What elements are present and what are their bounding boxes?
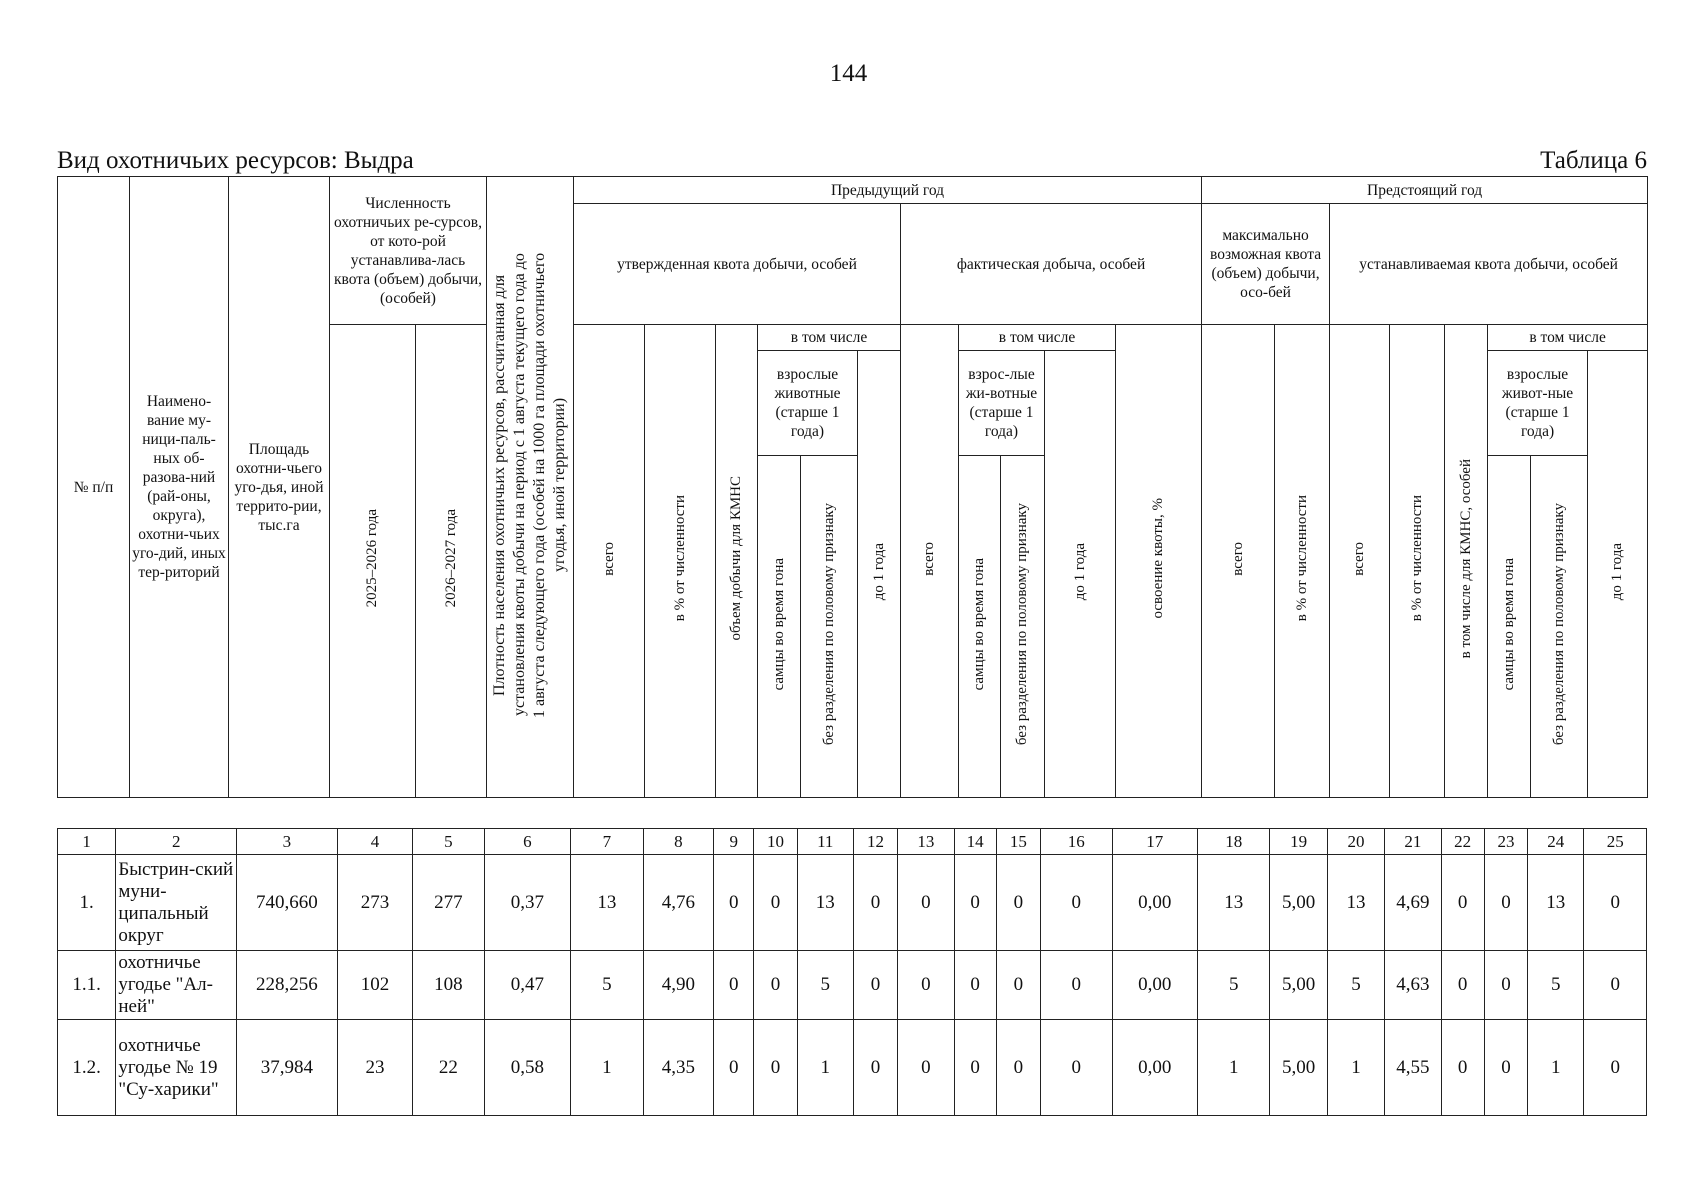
value-cell: 0 (1441, 855, 1484, 951)
value-cell: 22 (413, 1020, 484, 1116)
value-cell: 0 (898, 951, 954, 1020)
value-cell: 5,00 (1270, 855, 1327, 951)
value-cell: 0,00 (1112, 855, 1198, 951)
header-density-text: Плотность населения охотничьих ресурсов, рассчитанная для установления квоты добычи на период с 1 августа текущего года до 1 августа следующего года (особей на 1000 га площади охотничьего угодья, иной территории) (491, 251, 568, 718)
header-quota-usage: освоение квоты, % (1116, 325, 1202, 798)
value-cell: 0,00 (1112, 1020, 1198, 1116)
value-cell: 273 (337, 855, 412, 951)
header-population: Численность охотничьих ре-сурсов, от кото-рой устанавлива-лась квота (объем) добычи, (особей) (330, 177, 487, 325)
column-number-cell: 3 (237, 829, 338, 855)
value-cell: 4,76 (643, 855, 713, 951)
column-number-row (58, 829, 1647, 855)
column-number-cell: 15 (996, 829, 1040, 855)
value-cell: 5 (797, 951, 853, 1020)
row-number-cell: 1.1. (58, 951, 116, 1020)
header-prev-year: Предыдущий год (574, 177, 1202, 204)
header-actual-nosex: без разделения по половому признаку (1001, 456, 1045, 798)
page-number: 144 (829, 60, 868, 87)
value-cell: 0 (996, 855, 1040, 951)
value-cell: 0,00 (1112, 951, 1198, 1020)
table-row (58, 951, 1647, 1020)
header-approved-total: всего (574, 325, 645, 798)
document-title: Вид охотничьих ресурсов: Выдра (57, 147, 414, 174)
value-cell: 0 (754, 951, 797, 1020)
value-cell: 0 (714, 1020, 754, 1116)
value-cell: 0 (1441, 1020, 1484, 1116)
header-pop-2026: 2026–2027 года (416, 325, 487, 798)
header-set-adults: взрослые живот-ные (старше 1 года) (1488, 351, 1588, 456)
value-cell: 5,00 (1270, 1020, 1327, 1116)
header-set-quota: устанавливаемая квота добычи, особей (1330, 204, 1648, 325)
header-approved-pct: в % от численности (645, 325, 716, 798)
value-cell: 1 (1198, 1020, 1270, 1116)
value-cell: 0 (853, 951, 897, 1020)
value-cell: 0 (1441, 951, 1484, 1020)
column-number-cell: 6 (484, 829, 571, 855)
header-approved-quota: утвержденная квота добычи, особей (574, 204, 901, 325)
table-row (58, 1020, 1647, 1116)
header-approved-kmns: объем добычи для КМНС (716, 325, 758, 798)
header-set-total: всего (1330, 325, 1390, 798)
value-cell: 5 (1327, 951, 1384, 1020)
header-actual-adults: взрос-лые жи-вотные (старше 1 года) (959, 351, 1045, 456)
value-cell: 0 (754, 1020, 797, 1116)
header-actual-including: в том числе (959, 325, 1116, 351)
value-cell: 0 (898, 855, 954, 951)
value-cell: 0 (1484, 1020, 1527, 1116)
column-number-cell: 8 (643, 829, 713, 855)
value-cell: 23 (337, 1020, 412, 1116)
value-cell: 0,37 (484, 855, 571, 951)
value-cell: 0 (853, 1020, 897, 1116)
value-cell: 228,256 (237, 951, 338, 1020)
value-cell: 13 (571, 855, 643, 951)
value-cell: 5 (1198, 951, 1270, 1020)
value-cell: 0,47 (484, 951, 571, 1020)
value-cell: 740,660 (237, 855, 338, 951)
value-cell: 4,63 (1385, 951, 1441, 1020)
header-set-including: в том числе (1488, 325, 1648, 351)
header-next-year: Предстоящий год (1202, 177, 1648, 204)
header-actual-harvest: фактическая добыча, особей (901, 204, 1202, 325)
value-cell: 102 (337, 951, 412, 1020)
header-max-pct: в % от численности (1275, 325, 1330, 798)
column-number-cell: 22 (1441, 829, 1484, 855)
territory-name-cell: охотничье угодье "Ал-ней" (116, 951, 237, 1020)
column-number-cell: 5 (413, 829, 484, 855)
column-number-cell: 16 (1041, 829, 1112, 855)
column-number-cell: 11 (797, 829, 853, 855)
header-approved-under1: до 1 года (858, 351, 901, 798)
header-actual-males: самцы во время гона (959, 456, 1001, 798)
value-cell: 13 (1327, 855, 1384, 951)
header-no: № п/п (58, 177, 130, 798)
header-name: Наимено-вание му-ници-паль-ных об-разова-ний (рай-оны, округа), охотни-чьих уго-дий, иных тер-риторий (130, 177, 229, 798)
header-set-pct: в % от численности (1390, 325, 1445, 798)
value-cell: 4,90 (643, 951, 713, 1020)
value-cell: 13 (797, 855, 853, 951)
value-cell: 0 (996, 951, 1040, 1020)
value-cell: 0 (714, 951, 754, 1020)
column-number-cell: 10 (754, 829, 797, 855)
value-cell: 0,58 (484, 1020, 571, 1116)
value-cell: 1 (797, 1020, 853, 1116)
header-approved-nosex: без разделения по половому признаку (801, 456, 858, 798)
value-cell: 0 (1041, 855, 1112, 951)
value-cell: 4,69 (1385, 855, 1441, 951)
territory-name-cell: Быстрин-ский муни-ципальный округ (116, 855, 237, 951)
value-cell: 13 (1528, 855, 1584, 951)
data-table-body (58, 829, 1647, 1116)
column-number-cell: 4 (337, 829, 412, 855)
header-actual-total: всего (901, 325, 959, 798)
value-cell: 108 (413, 951, 484, 1020)
column-number-cell: 21 (1385, 829, 1441, 855)
value-cell: 0 (954, 855, 996, 951)
value-cell: 277 (413, 855, 484, 951)
header-approved-including: в том числе (758, 325, 901, 351)
value-cell: 0 (898, 1020, 954, 1116)
value-cell: 1 (1528, 1020, 1584, 1116)
table-row (58, 855, 1647, 951)
row-number-cell: 1.2. (58, 1020, 116, 1116)
value-cell: 0 (714, 855, 754, 951)
header-table (57, 176, 1648, 798)
column-number-cell: 23 (1484, 829, 1527, 855)
column-number-cell: 2 (116, 829, 237, 855)
value-cell: 0 (954, 1020, 996, 1116)
header-density (487, 177, 574, 798)
column-number-cell: 1 (58, 829, 116, 855)
header-actual-under1: до 1 года (1045, 351, 1116, 798)
header-approved-males: самцы во время гона (758, 456, 801, 798)
value-cell: 0 (996, 1020, 1040, 1116)
column-number-cell: 17 (1112, 829, 1198, 855)
header-set-males: самцы во время гона (1488, 456, 1531, 798)
value-cell: 0 (1484, 951, 1527, 1020)
column-number-cell: 25 (1584, 829, 1647, 855)
header-approved-adults: взрослые животные (старше 1 года) (758, 351, 858, 456)
table-label: Таблица 6 (1540, 147, 1647, 174)
data-table (57, 828, 1647, 1116)
value-cell: 5 (571, 951, 643, 1020)
header-set-under1: до 1 года (1588, 351, 1648, 798)
value-cell: 0 (1484, 855, 1527, 951)
column-number-cell: 13 (898, 829, 954, 855)
column-number-cell: 12 (853, 829, 897, 855)
value-cell: 0 (954, 951, 996, 1020)
value-cell: 37,984 (237, 1020, 338, 1116)
column-number-cell: 18 (1198, 829, 1270, 855)
value-cell: 0 (754, 855, 797, 951)
column-number-cell: 7 (571, 829, 643, 855)
column-number-cell: 14 (954, 829, 996, 855)
value-cell: 1 (1327, 1020, 1384, 1116)
column-number-cell: 20 (1327, 829, 1384, 855)
row-number-cell: 1. (58, 855, 116, 951)
header-pop-2025: 2025–2026 года (330, 325, 416, 798)
value-cell: 1 (571, 1020, 643, 1116)
value-cell: 0 (853, 855, 897, 951)
value-cell: 0 (1584, 855, 1647, 951)
header-set-nosex: без разделения по половому признаку (1531, 456, 1588, 798)
value-cell: 4,55 (1385, 1020, 1441, 1116)
column-number-cell: 19 (1270, 829, 1327, 855)
value-cell: 0 (1041, 1020, 1112, 1116)
value-cell: 5,00 (1270, 951, 1327, 1020)
header-max-quota: максимально возможная квота (объем) добычи, осо-бей (1202, 204, 1330, 325)
header-max-total: всего (1202, 325, 1275, 798)
column-number-cell: 9 (714, 829, 754, 855)
header-area: Площадь охотни-чьего уго-дья, иной террито-рии, тыс.га (229, 177, 330, 798)
value-cell: 0 (1041, 951, 1112, 1020)
territory-name-cell: охотничье угодье № 19 "Су-харики" (116, 1020, 237, 1116)
value-cell: 0 (1584, 1020, 1647, 1116)
value-cell: 13 (1198, 855, 1270, 951)
value-cell: 4,35 (643, 1020, 713, 1116)
header-set-kmns: в том числе для КМНС, особей (1445, 325, 1488, 798)
column-number-cell: 24 (1528, 829, 1584, 855)
value-cell: 0 (1584, 951, 1647, 1020)
value-cell: 5 (1528, 951, 1584, 1020)
